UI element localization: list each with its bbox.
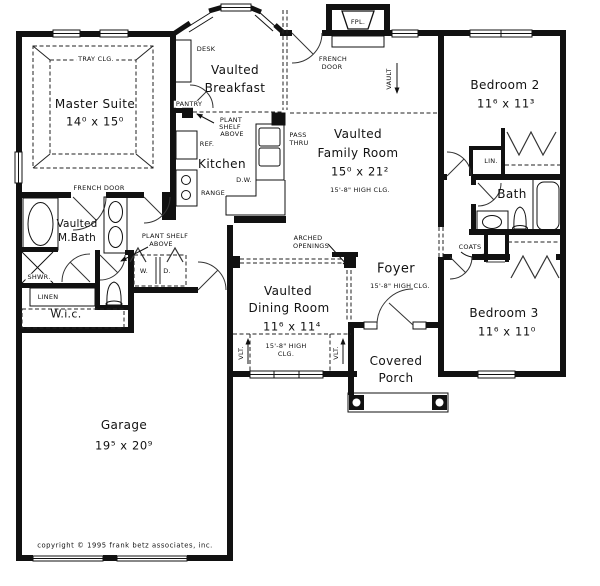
porch-posts: [348, 393, 448, 412]
linen-closet-label: LIN.: [484, 156, 498, 165]
room-label-garage: Garage: [100, 418, 148, 432]
room-label-dining-2: Dining Room: [248, 301, 330, 315]
plant-shelf-label-kitchen-1: PLANT: [219, 115, 243, 124]
desk-label: DESK: [196, 44, 216, 53]
room-label-mbath-1: Vaulted: [56, 217, 98, 230]
room-dim-master: 14⁰ x 15⁰: [65, 114, 125, 129]
room-label-kitchen: Kitchen: [198, 157, 246, 171]
room-label-dining-1: Vaulted: [263, 284, 313, 298]
room-dim-bedroom2: 11⁶ x 11³: [476, 96, 536, 111]
room-label-mbath-2: M.Bath: [57, 231, 97, 244]
sink-icon: [259, 128, 280, 146]
counter: [226, 180, 285, 215]
room-clg-family: 15'-8" HIGH CLG.: [330, 185, 390, 194]
dishwasher-label: D.W.: [236, 175, 252, 184]
vlt-label-left: VLT.: [236, 346, 245, 360]
shower-label: SHWR.: [27, 272, 51, 281]
room-label-foyer: Foyer: [376, 261, 416, 277]
room-label-family-1: Vaulted: [333, 127, 383, 141]
pass-thru-post: [272, 113, 285, 125]
sink-icon: [259, 148, 280, 166]
tray-ceiling-label: TRAY CLG.: [78, 54, 114, 63]
arched-openings-label-1: ARCHED: [293, 233, 323, 242]
vault-label: VAULT: [384, 68, 393, 90]
range-label: RANGE: [201, 188, 225, 197]
room-label-breakfast-1: Vaulted: [210, 63, 260, 77]
room-label-master: Master Suite: [54, 97, 136, 111]
refrigerator-icon: [176, 131, 197, 159]
room-clg-dining-1: 15'-8" HIGH: [265, 341, 307, 350]
sink-icon: [109, 202, 123, 223]
room-clg-foyer: 15'-8" HIGH CLG.: [370, 281, 430, 290]
room-label-bath: Bath: [497, 187, 527, 201]
refrigerator-label: REF.: [199, 139, 215, 148]
fireplace-label: FPL.: [350, 17, 366, 26]
tub-icon: [28, 203, 53, 246]
room-dim-dining: 11⁶ x 11⁴: [262, 319, 322, 334]
pass-thru-label-2: THRU: [289, 138, 309, 147]
plant-shelf-label-hall-1: PLANT SHELF: [141, 231, 189, 240]
copyright-label: copyright © 1995 frank betz associates, inc.: [37, 541, 213, 550]
room-label-wic: W.i.c.: [50, 307, 82, 321]
plant-shelf-label-kitchen-2: SHELF: [219, 122, 241, 131]
room-dim-garage: 19⁵ x 20⁹: [94, 438, 154, 453]
pass-thru-label-1: PASS: [289, 130, 307, 139]
windows: [15, 4, 532, 561]
pantry-label: PANTRY: [175, 99, 203, 108]
french-door-label-master: FRENCH DOOR: [73, 183, 125, 192]
room-label-porch-1: Covered: [369, 354, 423, 368]
arched-openings-label-2: OPENINGS: [293, 241, 329, 250]
plant-shelf-label-hall-2: ABOVE: [149, 239, 173, 248]
room-label-breakfast-2: Breakfast: [204, 81, 266, 95]
room-label-bedroom2: Bedroom 2: [470, 78, 540, 92]
french-door-label-family-1: FRENCH: [318, 54, 348, 63]
dryer-label: D.: [163, 266, 171, 275]
washer-label: W.: [139, 266, 149, 275]
tub-icon: [537, 182, 559, 230]
room-clg-dining-2: CLG.: [277, 349, 295, 358]
coats-label: COATS: [458, 242, 482, 251]
desk-icon: [175, 40, 191, 82]
plant-shelf-label-kitchen-3: ABOVE: [220, 129, 244, 138]
sink-icon: [109, 227, 123, 248]
doors: [62, 33, 501, 325]
room-dim-family: 15⁰ x 21²: [330, 164, 390, 179]
vlt-label-right: VLT.: [331, 346, 340, 360]
room-dim-bedroom3: 11⁶ x 11⁰: [477, 324, 537, 339]
room-label-family-2: Family Room: [317, 146, 399, 160]
room-label-porch-2: Porch: [378, 371, 414, 385]
sink-icon: [483, 216, 502, 229]
room-label-bedroom3: Bedroom 3: [469, 306, 539, 320]
french-door-label-family-2: DOOR: [321, 62, 343, 71]
linen-label: LINEN: [37, 292, 59, 301]
